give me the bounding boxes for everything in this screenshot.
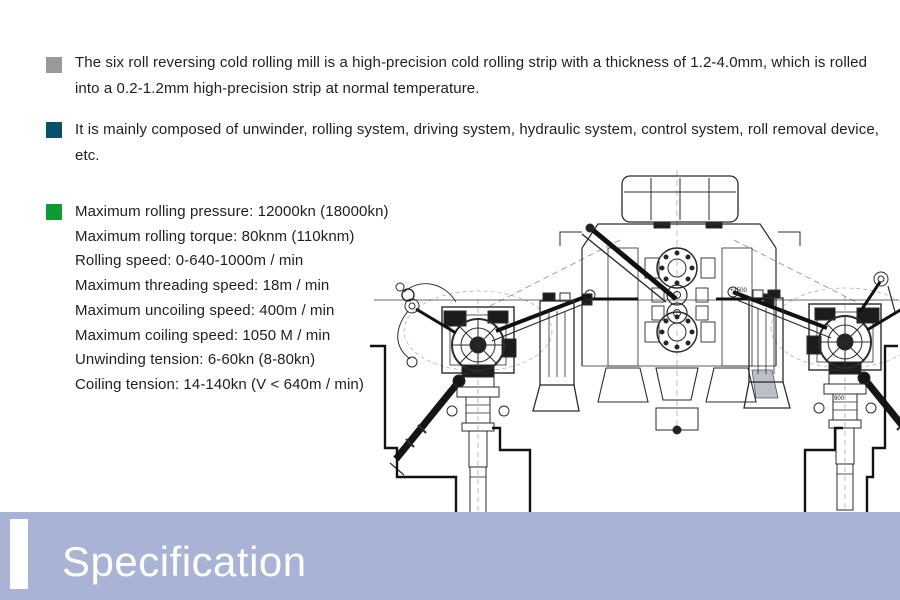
- intro-paragraph: [75, 50, 875, 102]
- spec-item: Maximum rolling torque: 80knm (110knm): [75, 227, 355, 245]
- composition-line-1: It is mainly composed of unwinder, rolling system, driving system, hydraulic system, control system, roll removal device,: [75, 121, 880, 138]
- footer-accent-bar: [10, 519, 28, 589]
- page-title: Specification: [62, 538, 307, 585]
- spec-item: Maximum uncoiling speed: 400m / min: [75, 301, 335, 319]
- rolling-mill-drawing: [360, 162, 900, 512]
- composition-line-2: etc.: [75, 147, 100, 164]
- bullet-square-green-icon: [46, 204, 62, 220]
- footer-banner: [0, 512, 900, 600]
- bullet-square-blue-icon: [46, 122, 62, 138]
- dim-label-passline: +1500: [730, 288, 747, 294]
- spec-item: Coiling tension: 14-140kn (V < 640m / min): [75, 375, 364, 393]
- spec-list: [75, 200, 405, 398]
- spec-item: Maximum threading speed: 18m / min: [75, 277, 330, 295]
- bullet-square-gray-icon: [46, 57, 62, 73]
- intro-line-2: into a 0.2-1.2mm high-precision strip at normal temperature.: [75, 80, 480, 97]
- dim-label-pedestal: 900: [834, 396, 845, 402]
- spec-item: Rolling speed: 0-640-1000m / min: [75, 252, 304, 270]
- spec-item: Unwinding tension: 6-60kn (8-80kn): [75, 351, 316, 369]
- spec-item: Maximum coiling speed: 1050 M / min: [75, 326, 331, 344]
- spec-item: Maximum rolling pressure: 12000kn (18000kn): [75, 203, 389, 220]
- intro-line-1: The six roll reversing cold rolling mill is a high-precision cold rolling strip with a thickness of 1.2-4.0mm, which is rolled: [75, 54, 868, 71]
